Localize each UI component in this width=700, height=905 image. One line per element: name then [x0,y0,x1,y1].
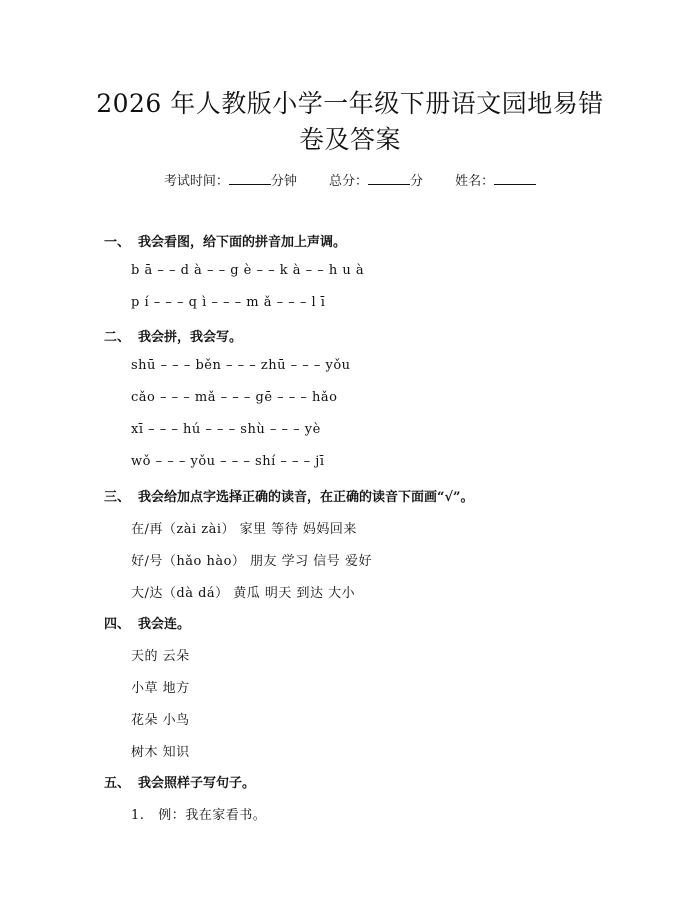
section-5-text: 我会照样子写句子。 [138,776,256,791]
section-1-number: 一、 [104,235,131,250]
section-4-heading [104,613,190,632]
section-4-line-2: 小草 地方 [131,681,190,696]
student-name-blank [494,172,536,185]
section-2-line-4: wǒ – – – yǒu – – – shí – – – jī [131,454,325,469]
student-name-label: 姓名： [455,174,495,189]
section-5-line-1: 1. 例：我在家看书。 [131,808,267,823]
section-4-text: 我会连。 [138,617,191,632]
document-title-line-1: 2026 年人教版小学一年级下册语文园地易错 [96,89,604,118]
section-1-text: 我会看图，给下面的拼音加上声调。 [138,235,347,250]
section-2-line-2: cǎo – – – mǎ – – – gē – – – hǎo [131,390,338,405]
exam-time [164,174,297,189]
section-3-line-1: 在/再（zài zài） 家里 等待 妈妈回来 [131,522,357,537]
section-2-heading [104,326,242,345]
exam-info [0,170,700,189]
section-4-line-1: 天的 云朵 [131,649,190,664]
section-3-heading [104,486,474,505]
section-1-heading [104,231,346,250]
section-4-line-3: 花朵 小鸟 [131,713,190,728]
section-2-line-1: shū – – – běn – – – zhū – – – yǒu [131,358,351,373]
document-title-line-2: 卷及答案 [298,125,401,154]
section-2-number: 二、 [104,330,131,345]
total-score-unit: 分 [410,174,424,189]
section-5-heading [104,772,255,791]
section-4-line-4: 树木 知识 [131,745,190,760]
section-2-text: 我会拼，我会写。 [138,330,243,345]
section-3-number: 三、 [104,490,131,505]
section-5-number: 五、 [104,776,131,791]
section-4-number: 四、 [104,617,131,632]
section-2-line-3: xī – – – hú – – – shù – – – yè [131,422,321,437]
exam-time-label: 考试时间： [163,174,229,189]
section-1-line-1: b ā – – d à – – g è – – k à – – h u à [131,263,365,278]
student-name [455,174,536,189]
total-score-blank [368,172,410,185]
exam-time-blank [229,172,271,185]
section-1-line-2: p í – – – q ì – – – m ǎ – – – l ī [131,295,326,310]
section-3-line-2: 好/号（hǎo hào） 朋友 学习 信号 爱好 [131,554,372,569]
section-3-line-3: 大/达（dà dá） 黄瓜 明天 到达 大小 [131,586,356,601]
total-score-label: 总分： [328,174,368,189]
total-score [329,174,423,189]
exam-time-unit: 分钟 [270,174,297,189]
section-3-text: 我会给加点字选择正确的读音，在正确的读音下面画“√”。 [138,490,474,505]
